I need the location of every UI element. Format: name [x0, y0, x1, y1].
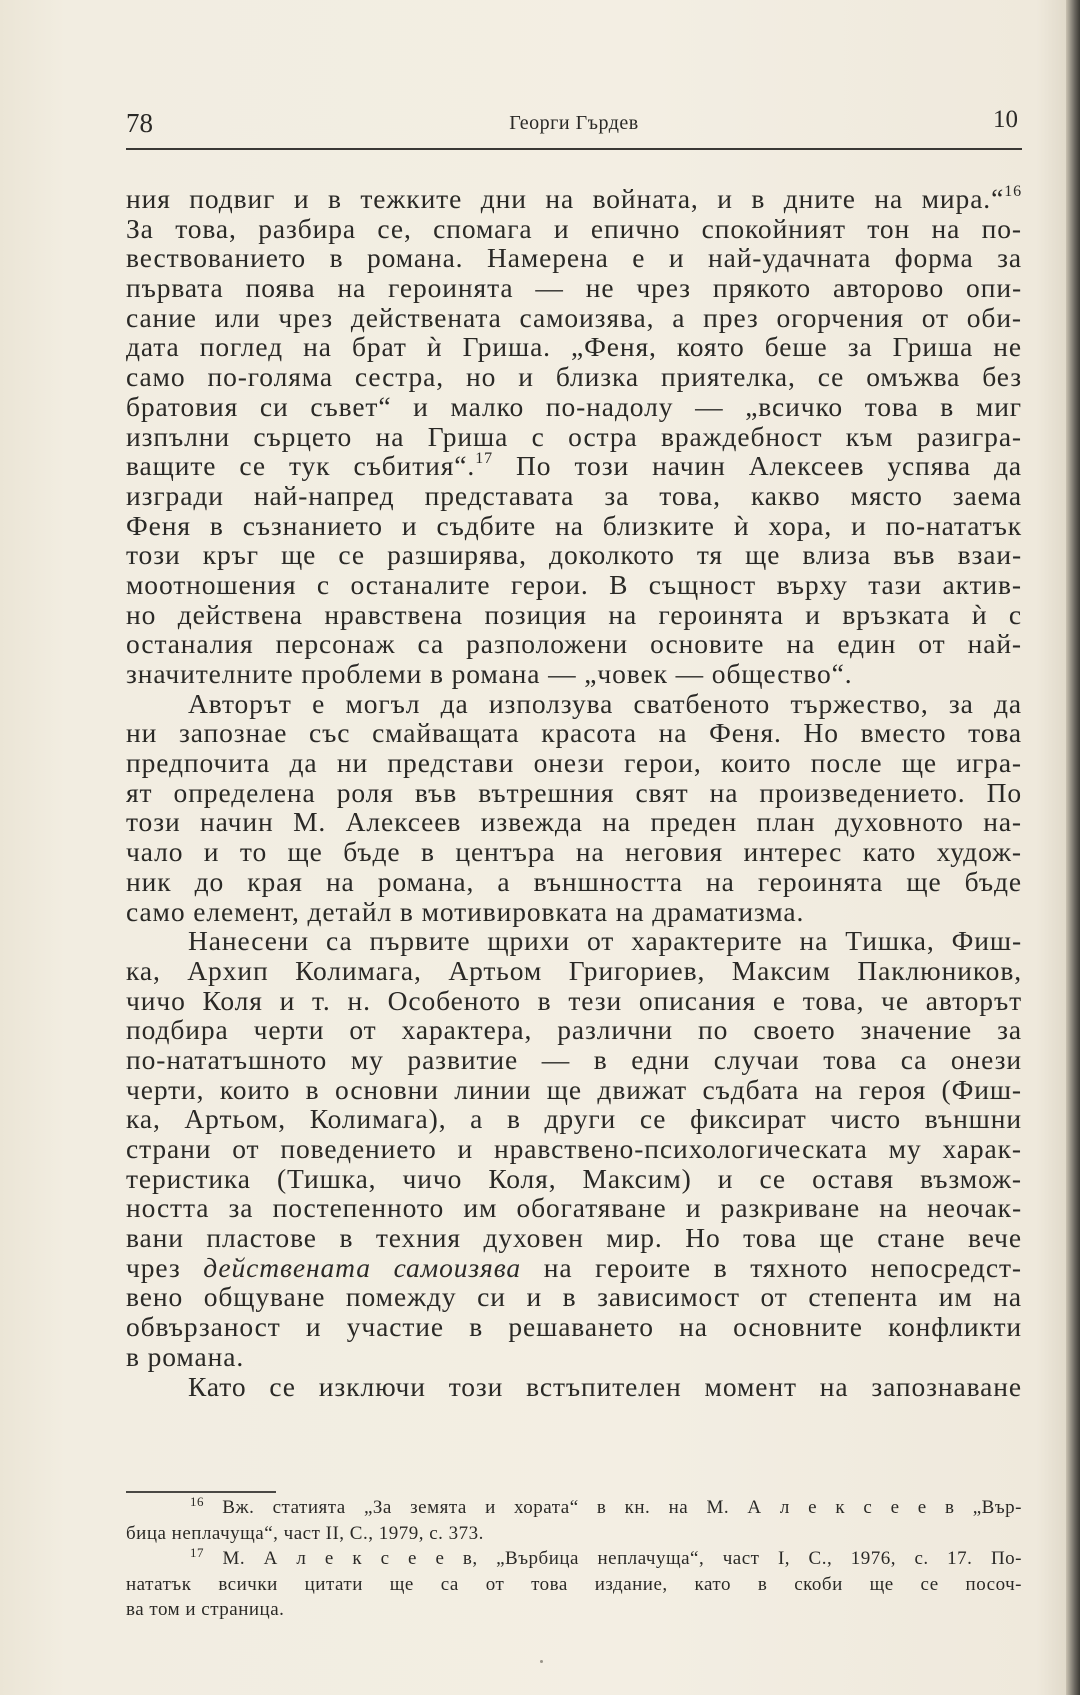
text-line: значителните проблеми в романа — „човек — общество“.	[126, 658, 853, 689]
text-line: Като се изключи този встъпителен момент на запознаване	[188, 1370, 1022, 1402]
footnote-line: бица неплачуща“, част II, С., 1979, с. 373.	[126, 1522, 484, 1544]
text-line: предпочита да ни представи онези герои, които после ще игра-	[126, 747, 1022, 779]
page-header	[126, 104, 1022, 144]
text-line: този начин М. Алексеев извежда на преден план духовното на-	[126, 806, 1022, 838]
text-line: дата поглед на брат ѝ Гриша. „Феня, която беше за Гриша не	[126, 331, 1022, 363]
text-line: но действена нравствена позиция на героинята и връзката ѝ с	[126, 598, 1022, 630]
text-line: сание или чрез действената самоизява, а през огорчения от оби-	[126, 301, 1022, 333]
text-line: ят определена роля във вътрешния свят на произведението. По	[126, 776, 1022, 808]
text-line: ващите се тук събития“.$^{17}$ По този начин Алексеев успява да	[126, 450, 1022, 482]
text-line: само по-голяма сестра, но и близка приятелка, се омъжва без	[126, 361, 1022, 393]
text-line: вено общуване помежду си и в зависимост от степента им на	[126, 1281, 1022, 1313]
text-line: чичо Коля и т. н. Особеното в тези описания е това, че авторът	[126, 984, 1022, 1016]
text-line: подбира черти от характера, различни по своето значение за	[126, 1014, 1022, 1046]
text-line: вани пластове в техния духовен мир. Но това ще стане вече	[126, 1222, 1022, 1254]
text-line: този кръг ще се разширява, доколкото тя ще влиза във взаи-	[126, 539, 1022, 571]
italic-emphasis: действената самоизява	[203, 1251, 522, 1283]
text-line: ник до края на романа, а външността на героинята ще бъде	[126, 865, 1022, 897]
footnote-number: 16	[190, 1494, 204, 1509]
text-line: по-нататъшното му развитие — в едни случаи това са онези	[126, 1043, 1022, 1075]
footnote-number: 17	[190, 1545, 204, 1560]
text-line: ни запознае със смайващата красота на Феня. Но вместо това	[126, 717, 1022, 749]
text-line: чало и то ще бъде в центъра на неговия интерес като худож-	[126, 836, 1022, 868]
text-line: черти, които в основни линии ще движат съдбата на героя (Фиш-	[126, 1073, 1022, 1105]
page-number: 78	[126, 108, 153, 138]
footnote-line: ва том и страница.	[126, 1599, 285, 1620]
footnote-line: $^{16}$ Вж. статията „За земята и хората“ в кн. на М. А л е к с е е в „Вър-	[190, 1494, 1022, 1518]
footnote-line: нататък всички цитати ще са от това издание, като в скоби ще се посоч-	[126, 1573, 1022, 1595]
text-line: теристика (Тишка, чичо Коля, Максим) и се оставя възмож-	[126, 1162, 1022, 1194]
text-line: ка, Артьом, Колимага), а в други се фиксират чисто външни	[126, 1103, 1022, 1135]
text-line: братовия си съвет“ и малко по-надолу — „всичко това в миг	[126, 390, 1022, 422]
text-line: първата поява на героинята — не чрез прякото авторово опи-	[126, 272, 1022, 304]
text-line: чрез действената самоизява на героите в тяхното непосредст-	[126, 1251, 1022, 1283]
text-line: Феня в съзнанието и съдбите на близките ѝ хора, и по-нататък	[126, 509, 1022, 541]
running-head-author: Георги Гърдев	[509, 112, 639, 134]
text-line: Авторът е могъл да използува сватбеното тържество, за да	[188, 687, 1022, 719]
page-edge-shadow	[1066, 0, 1080, 1695]
text-line: обвързаност и участие в решаването на основните конфликти	[126, 1311, 1022, 1343]
text-line: ка, Архип Колимага, Артьом Григориев, Максим Паклюников,	[126, 954, 1022, 986]
text-line: Нанесени са първите щрихи от характерите на Тишка, Фиш-	[188, 925, 1022, 957]
text-line: в романа.	[126, 1340, 245, 1372]
text-line: ния подвиг и в тежките дни на войната, и в дните на мира.“$^{16}$	[126, 183, 1022, 214]
text-line: само елемент, детайл в мотивировката на драматизма.	[126, 895, 805, 927]
text-line: ността за постепенното им обогатяване и разкриване на неочак-	[126, 1192, 1022, 1224]
footnote-ref: 17	[475, 450, 493, 468]
text-line: моотношения с останалите герои. В същност върху тази актив-	[126, 568, 1022, 600]
footnote-line: $^{17}$ М. А л е к с е е в, „Върбица неплачуща“, част I, С., 1976, с. 17. По-	[190, 1545, 1022, 1569]
text-line: страни от поведението и нравствено-психологическата му харак-	[126, 1133, 1022, 1164]
text-line: изгради най-напред представата за това, какво място заема	[126, 479, 1022, 511]
header-rule	[126, 148, 1022, 150]
body-text	[126, 184, 1022, 1401]
footnotes	[126, 1495, 1022, 1623]
text-line: За това, разбира се, спомага и епично спокойният тон на по-	[126, 212, 1022, 244]
footnote-rule	[126, 1491, 276, 1493]
page-speck	[540, 1660, 543, 1663]
text-line: останалия персонаж са разположени основите на един от най-	[126, 628, 1022, 660]
chapter-number: 10	[993, 106, 1018, 133]
text-line: изпълни сърцето на Гриша с остра враждебност към разигра-	[126, 420, 1022, 452]
footnote-ref: 16	[1004, 183, 1022, 200]
text-line: вествованието в романа. Намерена е и най-удачната форма за	[126, 242, 1022, 274]
